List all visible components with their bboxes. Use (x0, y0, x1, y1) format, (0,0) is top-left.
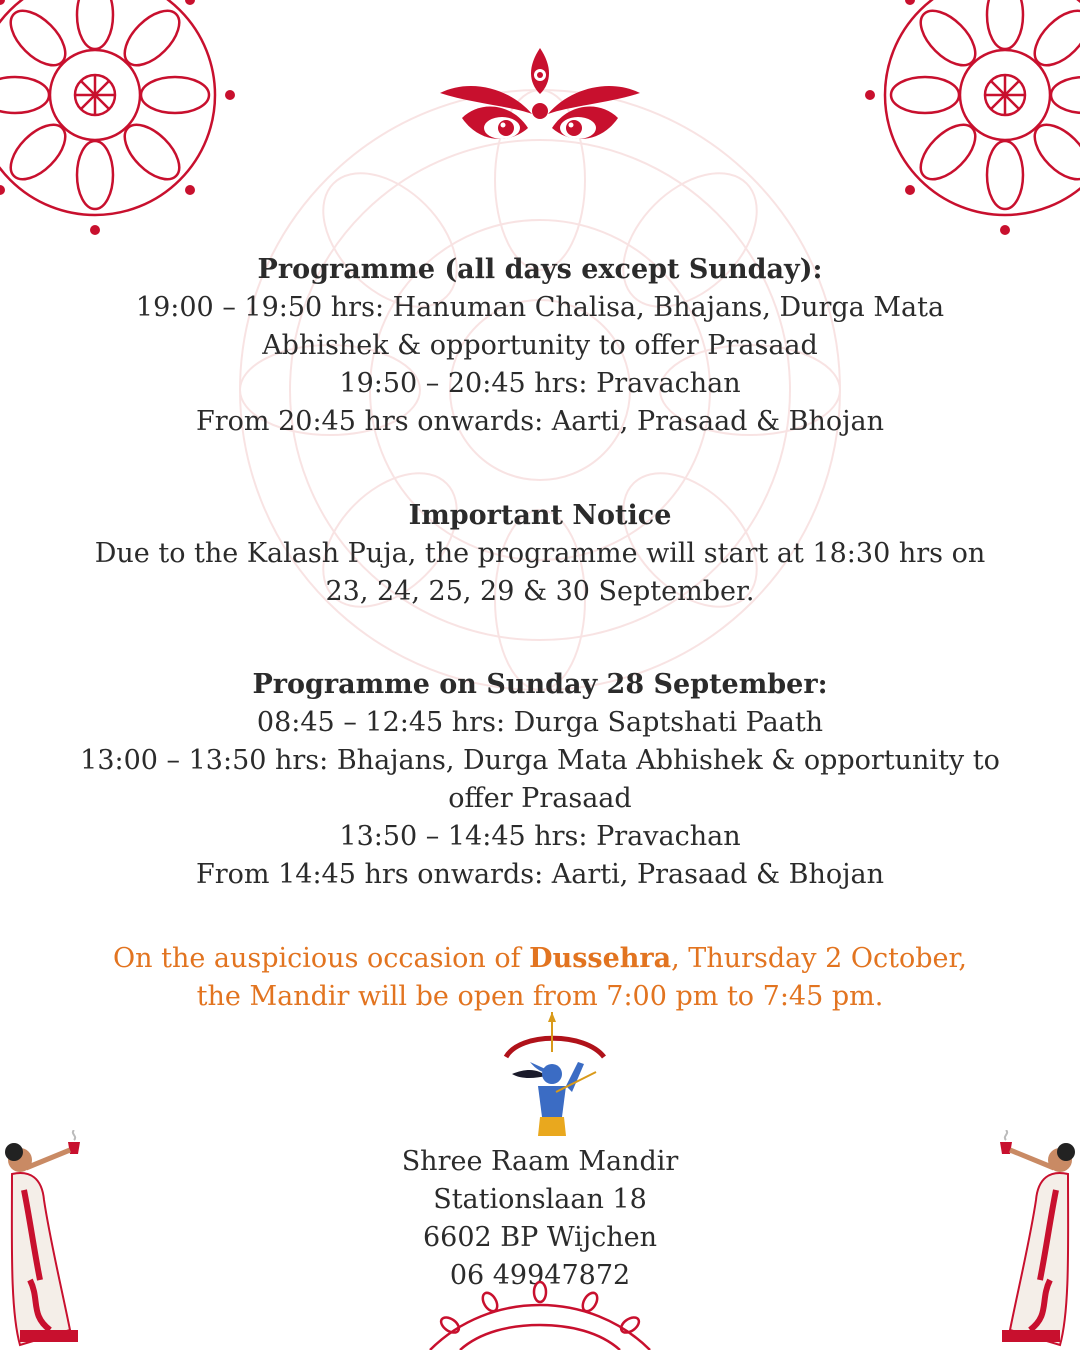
sunday-line: 08:45 – 12:45 hrs: Durga Saptshati Paath (256, 707, 824, 738)
phone: 06 49947872 (449, 1260, 631, 1291)
city: 6602 BP Wijchen (422, 1222, 658, 1253)
dancer-icon (0, 1130, 95, 1350)
sunday-programme (60, 666, 1020, 894)
notice-line: Due to the Kalash Puja, the programme will start at 18:30 hrs on (94, 538, 986, 569)
sunday-line: offer Prasaad (448, 783, 632, 814)
important-notice (60, 497, 1020, 611)
dussehra-text: On the auspicious occasion of (113, 943, 530, 974)
sunday-line: From 14:45 hrs onwards: Aarti, Prasaad & Bhojan (196, 859, 884, 890)
dussehra-text: , Thursday 2 October, (671, 943, 967, 974)
weekday-programme (60, 251, 1020, 441)
weekday-line: Abhishek & opportunity to offer Prasaad (262, 330, 818, 361)
sunday-programme-heading: Programme on Sunday 28 September: (252, 669, 828, 700)
mandala-icon (420, 1280, 660, 1350)
weekday-line: 19:50 – 20:45 hrs: Pravachan (339, 368, 741, 399)
important-notice-heading: Important Notice (408, 500, 672, 531)
mandala-icon (840, 0, 1080, 250)
dancer-icon (985, 1130, 1080, 1350)
address-block (60, 1143, 1020, 1295)
dussehra-highlight: Dussehra (529, 943, 672, 974)
ram-archer-icon (500, 1012, 610, 1140)
dussehra-line-2: the Mandir will be open from 7:00 pm to 7:45 pm. (196, 981, 884, 1012)
mandir-name: Shree Raam Mandir (401, 1146, 679, 1177)
sunday-line: 13:00 – 13:50 hrs: Bhajans, Durga Mata Abhishek & opportunity to (80, 745, 1000, 776)
dussehra-line-1 (60, 940, 1020, 978)
weekday-programme-heading: Programme (all days except Sunday): (257, 254, 823, 285)
durga-eyes-icon (440, 48, 640, 158)
notice-line: 23, 24, 25, 29 & 30 September. (325, 576, 755, 607)
street: Stationslaan 18 (433, 1184, 647, 1215)
sunday-line: 13:50 – 14:45 hrs: Pravachan (339, 821, 741, 852)
dussehra-notice (60, 940, 1020, 1016)
mandala-icon (0, 0, 250, 250)
weekday-line: 19:00 – 19:50 hrs: Hanuman Chalisa, Bhajans, Durga Mata (135, 292, 945, 323)
weekday-line: From 20:45 hrs onwards: Aarti, Prasaad & Bhojan (196, 406, 884, 437)
